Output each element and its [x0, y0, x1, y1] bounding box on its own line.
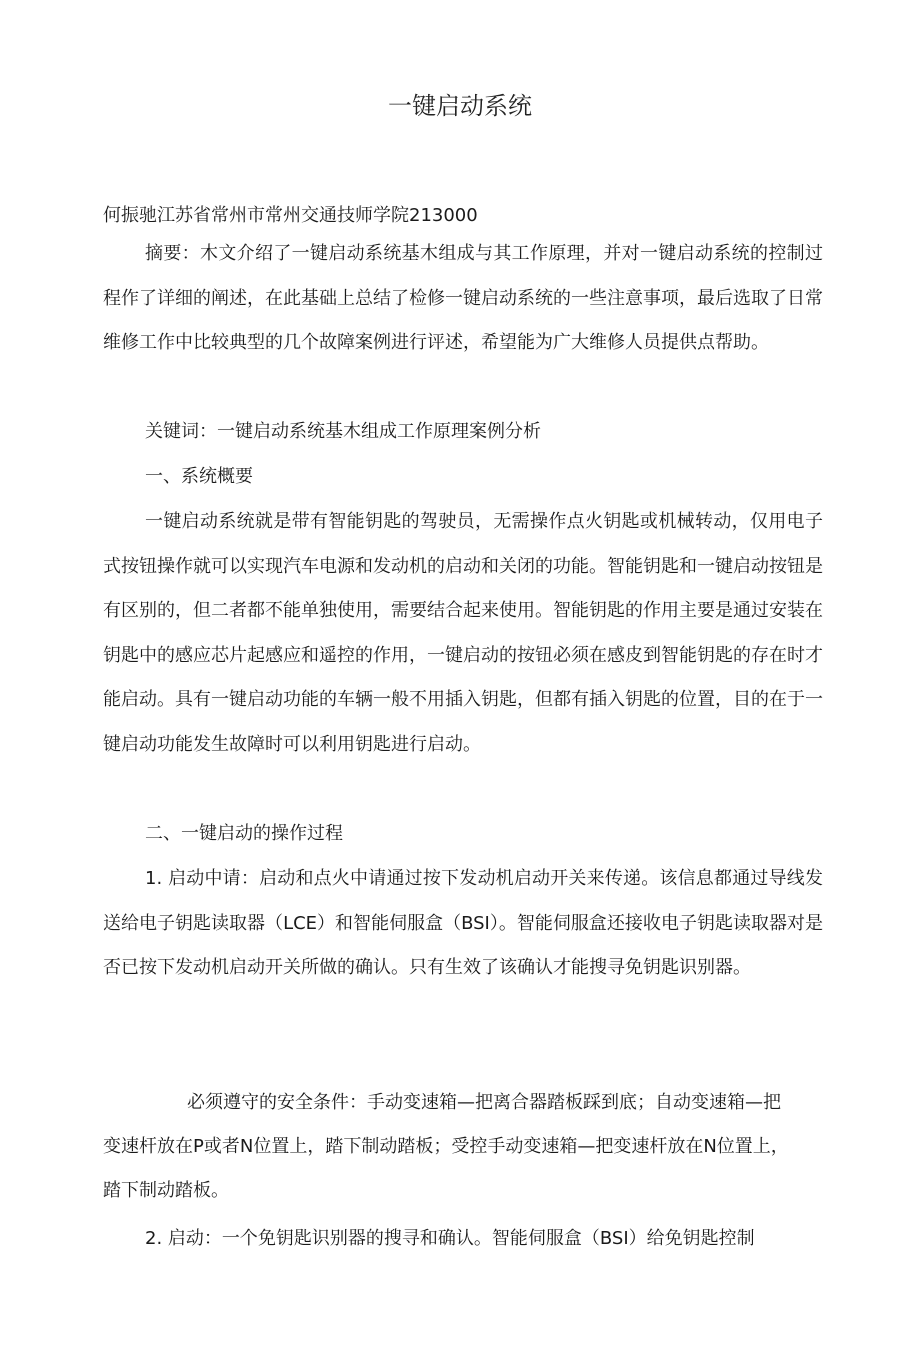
- section-2-heading: 二、一键启动的操作过程: [145, 823, 343, 844]
- keywords-line: 关键词：一键启动系统基木组成工作原理案例分析: [145, 421, 541, 442]
- step-2-paragraph: 2. 启动：一个免钥匙识别器的搜寻和确认。智能伺服盒（BSI）给免钥匙控制: [145, 1228, 755, 1249]
- document-title: 一键启动系统: [388, 92, 532, 120]
- step-1-paragraph: 1. 启动中请：启动和点火中请通过按下发动机启动开关来传递。该信息都通过导线发送给电子钥匙读取器（LCE）和智能伺服盒（BSI）。智能伺服盒还接收电子钥匙读取器对是否已按下发动机启动开关所做的确认。只有生效了该确认才能搜寻免钥匙识别器。: [103, 868, 823, 979]
- author-affiliation: 何振驰江苏省常州市常州交通技师学院213000: [103, 205, 478, 226]
- safety-conditions-paragraph: 必须遵守的安全条件：手动变速箱—把离合器踏板踩到底；自动变速箱—把变速杆放在P或者N位置上，踏下制动踏板；受控手动变速箱—把变速杆放在N位置上，踏下制动踏板。: [103, 1092, 789, 1201]
- section-1-heading: 一、系统概要: [145, 466, 253, 487]
- abstract-paragraph: 摘要：木文介绍了一键启动系统基木组成与其工作原理，并对一键启动系统的控制过程作了详细的阐述，在此基础上总结了检修一键启动系统的一些注意事项，最后选取了日常维修工作中比较典型的几个故障案例进行评述，希望能为广大维修人员提供点帮助。: [103, 243, 823, 354]
- section-1-body: 一键启动系统就是带有智能钥匙的驾驶员，无需操作点火钥匙或机械转动，仅用电子式按钮操作就可以实现汽车电源和发动机的启动和关闭的功能。智能钥匙和一键启动按钮是有区别的，但二者都不能单独使用，需要结合起来使用。智能钥匙的作用主要是通过安装在钥匙中的感应芯片起感应和遥控的作用，一键启动的按钮必须在感皮到智能钥匙的存在时才能启动。具有一键启动功能的车辆一般不用插入钥匙，但都有插入钥匙的位置，目的在于一键启动功能发生故障时可以利用钥匙进行启动。: [103, 511, 823, 755]
